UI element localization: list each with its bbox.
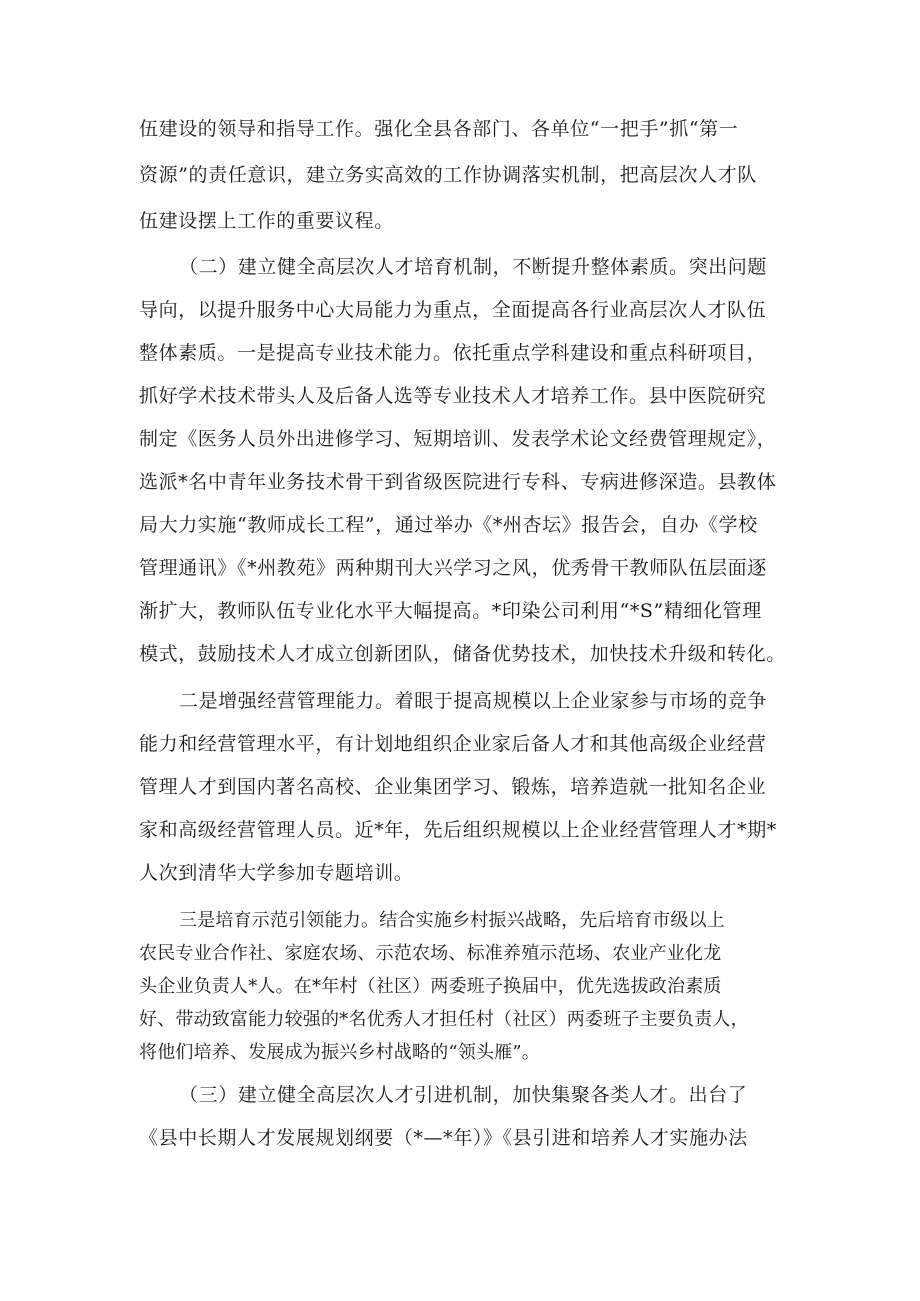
- paragraph-1-line-3: 伍建设摆上工作的重要议程。: [139, 210, 394, 232]
- paragraph-4-line-4: 好、带动致富能力较强的*名优秀人才担任村（社区）两委班子主要负责人，: [139, 1009, 749, 1030]
- paragraph-2-line-5: 制定《医务人员外出进修学习、短期培训、发表学术论文经费管理规定》，: [139, 428, 777, 450]
- paragraph-2-line-9: 渐扩大，教师队伍专业化水平大幅提高。*印染公司利用“*S”精细化管理: [139, 600, 762, 622]
- paragraph-3-line-3: 管理人才到国内著名高校、企业集团学习、锻炼，培养造就一批知名企业: [139, 776, 767, 798]
- paragraph-2-line-2: 导向，以提升服务中心大局能力为重点，全面提高各行业高层次人才队伍: [139, 299, 767, 321]
- paragraph-4-line-2: 农民专业合作社、家庭农场、示范农场、标准养殖示范场、农业产业化龙: [139, 943, 722, 964]
- paragraph-3-line-5: 人次到清华大学参加专题培训。: [139, 862, 414, 884]
- paragraph-4-line-5: 将他们培养、发展成为振兴乡村战略的“领头雁”。: [139, 1042, 541, 1063]
- paragraph-5-line-2: 《县中长期人才发展规划纲要（*—*年）》《县引进和培养人才实施办法: [139, 1127, 748, 1149]
- paragraph-2-line-4: 抓好学术技术带头人及后备人选等专业技术人才培养工作。县中医院研究: [139, 385, 767, 407]
- paragraph-2-line-8: 管理通讯》《*州教苑》两种期刊大兴学习之风，优秀骨干教师队伍层面逐: [139, 557, 767, 579]
- paragraph-1-line-2: 资源”的责任意识，建立务实高效的工作协调落实机制，把高层次人才队: [139, 164, 757, 186]
- paragraph-3-line-2: 能力和经营管理水平，有计划地组织企业家后备人才和其他高级企业经营: [139, 733, 767, 755]
- paragraph-2-line-3: 整体素质。一是提高专业技术能力。依托重点学科建设和重点科研项目，: [139, 342, 767, 364]
- paragraph-2-line-10: 模式，鼓励技术人才成立创新团队，储备优势技术，加快技术升级和转化。: [139, 643, 786, 665]
- paragraph-3-line-1: 二是增强经营管理能力。着眼于提高规模以上企业家参与市场的竞争: [179, 690, 768, 712]
- paragraph-5-line-1: （三）建立健全高层次人才引进机制，加快集聚各类人才。出台了: [179, 1084, 748, 1106]
- paragraph-2-line-1: （二）建立健全高层次人才培育机制，不断提升整体素质。突出问题: [179, 256, 768, 278]
- paragraph-3-line-4: 家和高级经营管理人员。近*年，先后组织规模以上企业经营管理人才*期*: [139, 819, 777, 841]
- paragraph-4-line-3: 头企业负责人*人。在*年村（社区）两委班子换届中，优先选拔政治素质: [139, 976, 722, 997]
- paragraph-2-line-6: 选派*名中青年业务技术骨干到省级医院进行专科、专病进修深造。县教体: [139, 471, 777, 493]
- paragraph-2-line-7: 局大力实施“教师成长工程”，通过举办《*州杏坛》报告会，自办《学校: [139, 514, 758, 536]
- paragraph-1-line-1: 伍建设的领导和指导工作。强化全县各部门、各单位“一把手”抓“第一: [139, 118, 739, 140]
- paragraph-4-line-1: 三是培育示范引领能力。结合实施乡村振兴战略，先后培育市级以上: [179, 910, 725, 931]
